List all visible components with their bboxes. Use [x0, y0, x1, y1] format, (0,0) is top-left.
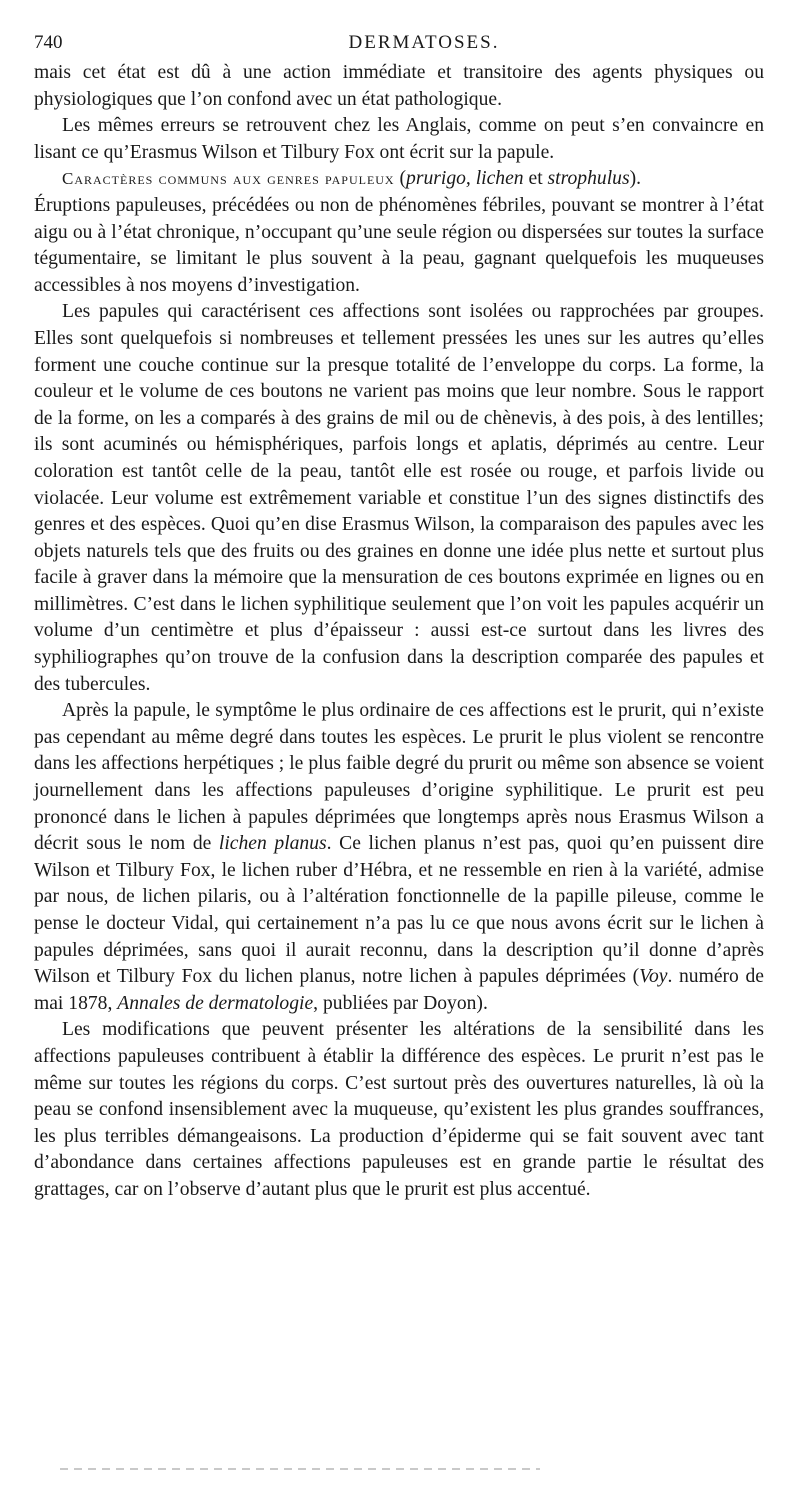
lichen-planus-term: lichen planus: [218, 833, 327, 855]
paragraph-6: Les modifications que peuvent présenter les altérations de la sensibilité dans les affections papuleuses contribuent à établir la différence des espèces. Le prurit n’est pas le même sur toutes les régions du corps. C’est surtout près des ouvertures naturelles, là où la peau se confond insensiblement avec la muqueuse, qu’existent les plus grandes souffrances, les plus terribles démangeaisons. La production d’épiderme qui se fait souvent avec tant d’abondance dans certaines affections papuleuses est en grande partie le résultat des grattages, car on l’observe d’autant plus que le prurit est plus accentué.: [34, 1019, 764, 1200]
paragraph-5-part-b: . Ce lichen planus n’est pas, quoi qu’en puissent dire Wilson et Tilbury Fox, le lichen ruber d’Hébra, et ne ressemble en rien à la variété, admise par nous, de lichen pilaris, ou à l’altération fonctionnelle de la papille pileuse, comme le pense le docteur Vidal, qui certainement n’a pas lu ce que nous avons écrit sur le lichen à papules déprimées, sans quoi il aurait reconnu, dans la description qu’il donne d’après Wilson et Tilbury Fox du lichen planus, notre lichen à papules déprimées (: [34, 833, 764, 988]
page-header: [34, 30, 764, 56]
heading-paren-close: ).: [629, 168, 642, 190]
page-body: [34, 60, 764, 1204]
paragraph-5: [34, 698, 764, 1017]
paragraph-5-part-c: . numéro de mai 1878,: [34, 966, 764, 1014]
voy-abbrev: Voy: [639, 966, 668, 988]
annales-title: Annales de dermatologie: [117, 992, 314, 1014]
paragraph-5-part-a: Après la papule, le symptôme le plus ordinaire de ces affections est le prurit, qui n’existe pas cependant au même degré dans toutes les espèces. Le prurit le plus violent se rencontre dans les affections herpétiques ; le plus faible degré du prurit ou même son absence se voient journellement dans les affections papuleuses d’origine syphilitique. Le prurit est peu prononcé dans le lichen à papules déprimées que longtemps après nous Erasmus Wilson a décrit sous le nom de: [34, 700, 764, 855]
paragraph-4: Les papules qui caractérisent ces affections sont isolées ou rapprochées par groupes. Elles sont quelquefois si nombreuses et tellement pressées les unes sur les autres qu’elles forment une couche continue sur la presque totalité de l’enveloppe du corps. La forme, la couleur et le volume de ces boutons ne varient pas moins que leur nombre. Sous le rapport de la forme, on les a comparés à des grains de mil ou de chènevis, à des pois, à des lentilles; ils sont acuminés ou hémisphériques, parfois longs et aplatis, déprimés au centre. Leur coloration est tantôt celle de la peau, tantôt elle est rosée ou rouge, et parfois livide ou violacée. Leur volume est extrêmement variable et constitue l’un des signes distinctifs des genres et des espèces. Quoi qu’en dise Erasmus Wilson, la comparaison des papules avec les objets naturels tels que des fruits ou des graines en donne une idée plus nette et surtout plus facile à graver dans la mémoire que la mensuration de ces boutons exprimée en lignes ou en millimètres. C’est dans le lichen syphilitique seulement que l’on voit les papules acquérir un volume d’un centimètre et plus d’épaisseur : aussi est-ce surtout dans les livres des syphiliographes qu’on trouve de la confusion dans la description comparée des papules et des tubercules.: [34, 301, 764, 695]
paragraph-5-part-d: , publiées par Doyon).: [313, 992, 488, 1014]
running-head: DERMATOSES.: [348, 32, 500, 53]
heading-conjunction: et: [523, 168, 548, 190]
section-heading: Caractères communs aux genres papuleux: [62, 169, 395, 189]
page-number: 740: [34, 32, 63, 53]
paragraph-2: Les mêmes erreurs se retrouvent chez les Anglais, comme on peut s’en convaincre en lisant ce qu’Erasmus Wilson et Tilbury Fox ont écrit sur la papule.: [34, 115, 764, 163]
bottom-scan-artifact: [60, 1468, 540, 1470]
paragraph-3-text: Éruptions papuleuses, précédées ou non de phénomènes fébriles, pouvant se montrer à l’état aigu ou à l’état chronique, n’occupant qu’une seule région ou dispersées sur toutes la surface tégumentaire, se limitant le plus souvent à la peau, gagnant quelquefois les muqueuses accessibles à nos moyens d’investigation.: [34, 194, 764, 296]
heading-genre-strophulus: strophulus: [547, 168, 630, 190]
heading-genres: prurigo, lichen: [406, 168, 524, 190]
paragraph-3: [34, 166, 764, 193]
paragraph-1: mais cet état est dû à une action immédiate et transitoire des agents physiques ou physiologiques que l’on confond avec un état pathologique.: [34, 62, 764, 110]
heading-paren-open: (: [394, 168, 407, 190]
